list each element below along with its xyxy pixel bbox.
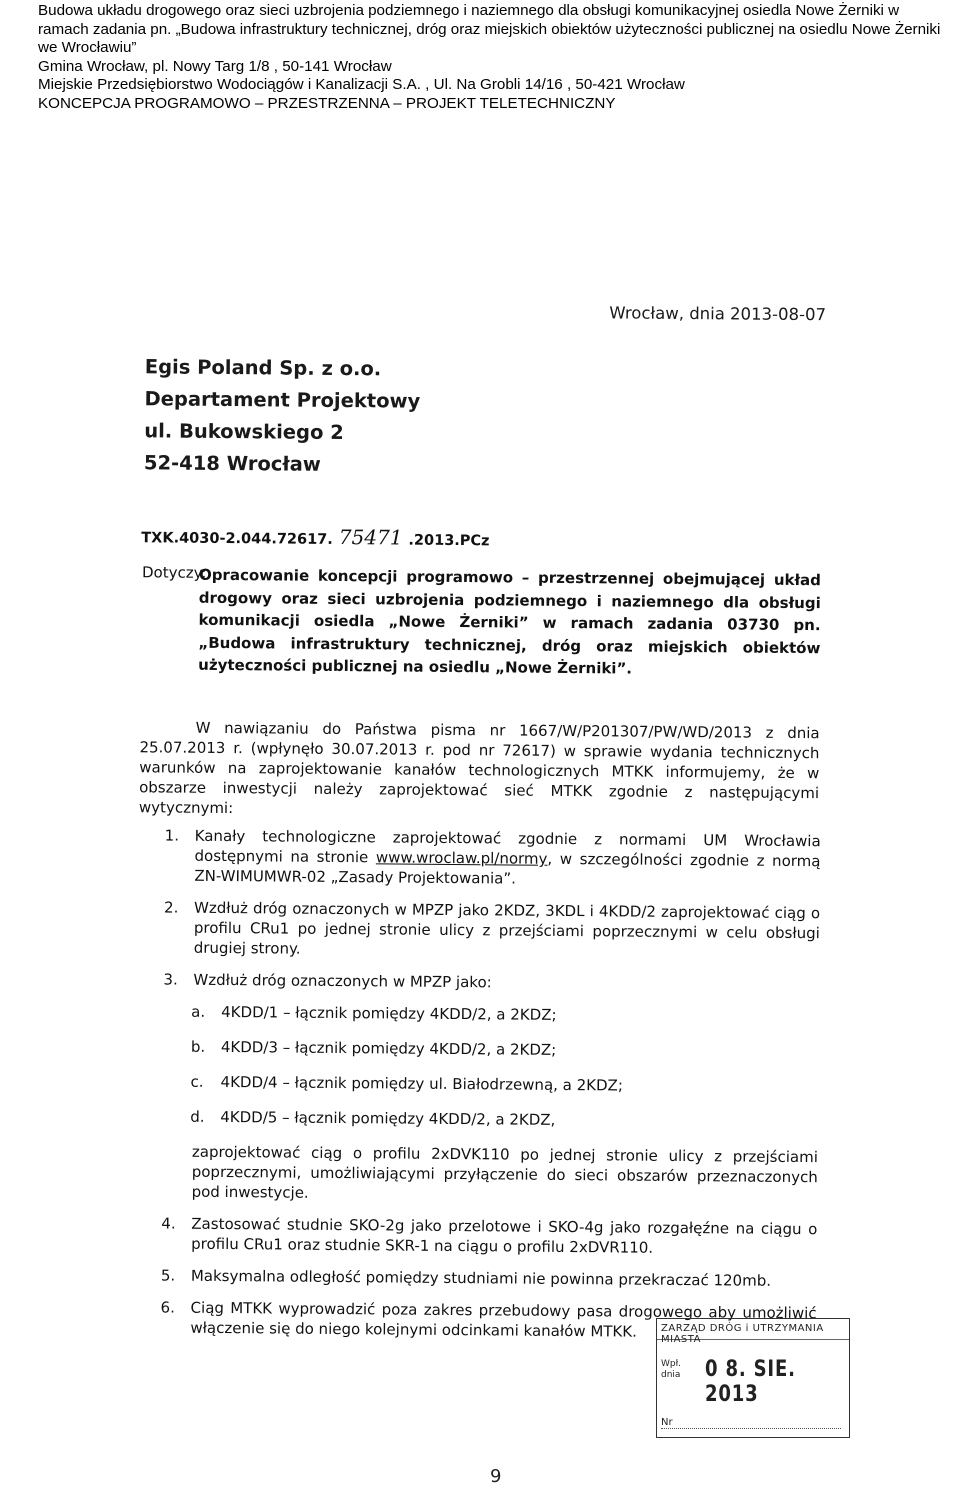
header-document-type: KONCEPCJA PROGRAMOWO – PRZESTRZENNA – PROJEKT TELETECHNICZNY (38, 94, 616, 112)
stamp-label: Wpł. dnia (661, 1359, 682, 1380)
sub-item (162, 1071, 818, 1097)
addressee-line: Egis Poland Sp. z o.o. (144, 355, 382, 381)
sub-item-text: 4KDD/4 – łącznik pomiędzy ul. Białodrzewną, a 2KDZ; (220, 1072, 624, 1095)
list-item (163, 969, 819, 995)
item-number: 6. (160, 1298, 175, 1317)
addressee-line: ul. Bukowskiego 2 (144, 419, 344, 445)
sub-item-text: 4KDD/5 – łącznik pomiędzy 4KDD/2, a 2KDZ, (220, 1107, 556, 1129)
list-item (161, 1265, 817, 1291)
list-item (164, 897, 820, 963)
reference-number (141, 523, 489, 550)
header-operator: Miejskie Przedsiębiorstwo Wodociągów i Kanalizacji S.A. , Ul. Na Grobli 14/16 , 50-421 Wrocław (38, 76, 685, 94)
item-text: Wzdłuż dróg oznaczonych w MPZP jako: (193, 970, 492, 992)
reference-prefix: TXK.4030-2.044.72617. (141, 530, 333, 548)
handwritten-number: 75471 (338, 524, 403, 550)
sub-item-letter: a. (191, 1002, 206, 1021)
sub-item (163, 1001, 819, 1027)
header-investor: Gmina Wrocław, pl. Nowy Targ 1/8 , 50-141 Wrocław (38, 57, 392, 75)
addressee-line: 52-418 Wrocław (143, 451, 321, 476)
sub-item-text: 4KDD/3 – łącznik pomiędzy 4KDD/2, a 2KDZ; (220, 1037, 557, 1059)
sub-item-letter: d. (190, 1107, 205, 1126)
subject-label: Dotyczy: (141, 563, 207, 582)
sub-item (162, 1106, 818, 1132)
header-project-title: Budowa układu drogowego oraz sieci uzbrojenia podziemnego i naziemnego dla obsługi komunikacyjnej osiedla Nowe Żerniki w ramach zadania pn. „Budowa infrastruktury technicznej, dróg oraz miejskich obiektów użyteczności publicznej na osiedlu Nowe Żerniki we Wrocławiu” (38, 2, 941, 57)
normy-link[interactable]: www.wroclaw.pl/normy (375, 848, 548, 868)
received-stamp (656, 1318, 850, 1438)
item-continuation: zaprojektować ciąg o profilu 2xDVK110 po jednej stronie ulicy z przejściami poprzecznymi, umożliwiającymi przyłączenie do sieci obszarów przeznaczonych pod inwestycje. (191, 1142, 819, 1202)
sub-item (163, 1036, 819, 1062)
item-text: Wzdłuż dróg oznaczonych w MPZP jako 2KDZ, 3KDL i 4KDD/2 zaprojektować ciąg o profilu CRu1 po jednej stronie ulicy z przejściami poprzecznymi w celu obsługi drugiej strony. (193, 898, 821, 958)
sub-item-letter: c. (190, 1072, 204, 1091)
stamp-date: 0 8. SIE. 2013 (705, 1357, 796, 1407)
subject-text: Opracowanie koncepcji programowo – przestrzennej obejmującej układ drogowy oraz sieci uzbrojenia podziemnego i naziemnego dla obsługi komunikacji osiedla „Nowe Żerniki” w ramach zadania 03730 pn. „Budowa infrastruktury technicznej, dróg oraz miejskich obiektów użyteczności publicznej na osiedlu „Nowe Żerniki”. (198, 565, 822, 678)
item-number: 3. (163, 970, 178, 989)
item-number: 1. (164, 826, 180, 845)
item-number: 5. (160, 1266, 176, 1285)
item-text: Kanały technologiczne zaprojektować zgodnie z normami UM Wrocławia dostępnymi na stronie (194, 826, 821, 867)
letter-date: Wrocław, dnia 2013-08-07 (609, 303, 827, 325)
item-text: Ciąg MTKK wyprowadzić poza zakres przebudowy pasa drogowego aby umożliwić włączenie się do niego kolejnymi odcinkami kanałów MTKK. (190, 1298, 817, 1341)
stamp-heading: ZARZĄD DRÓG i UTRZYMANIA MIASTA (657, 1319, 849, 1340)
list-item (164, 825, 820, 891)
reference-suffix: .2013.PCz (408, 532, 490, 550)
sub-item-text: 4KDD/1 – łącznik pomiędzy 4KDD/2, a 2KDZ; (221, 1002, 557, 1024)
intro-paragraph (139, 717, 820, 823)
item-text: Maksymalna odległość pomiędzy studniami nie powinna przekraczać 120mb. (190, 1266, 772, 1290)
page-number: 9 (490, 1466, 502, 1487)
intro-text: W nawiązaniu do Państwa pisma nr 1667/W/P201307/PW/WD/2013 z dnia 25.07.2013 r. (wpłynęło 30.07.2013 r. pod nr 72617) w sprawie wydania technicznych warunków na zaprojektowanie kanałów technologicznych MTKK informujemy, że w obszarze inwestycji należy zaprojektować sieć MTKK zgodnie z następującymi wytycznymi: (138, 718, 820, 818)
list-item (161, 1213, 817, 1259)
addressee-block (144, 351, 421, 481)
item-text: , w szczególności zgodnie z normą ZN-WIMUMWR-02 „Zasady Projektowania”. (194, 849, 821, 888)
item-number: 4. (161, 1214, 176, 1233)
item-text: Zastosować studnie SKO-2g jako przelotowe i SKO-4g jako rozgałęźne na ciągu o profilu CRu1 oraz studnie SKR-1 na ciągu o profilu 2xDVR110. (191, 1214, 818, 1257)
guidelines-list (160, 825, 821, 1355)
stamp-number-field: Nr (661, 1417, 841, 1429)
sub-item-letter: b. (190, 1037, 206, 1056)
addressee-line: Departament Projektowy (144, 387, 421, 413)
item-number: 2. (164, 898, 179, 917)
